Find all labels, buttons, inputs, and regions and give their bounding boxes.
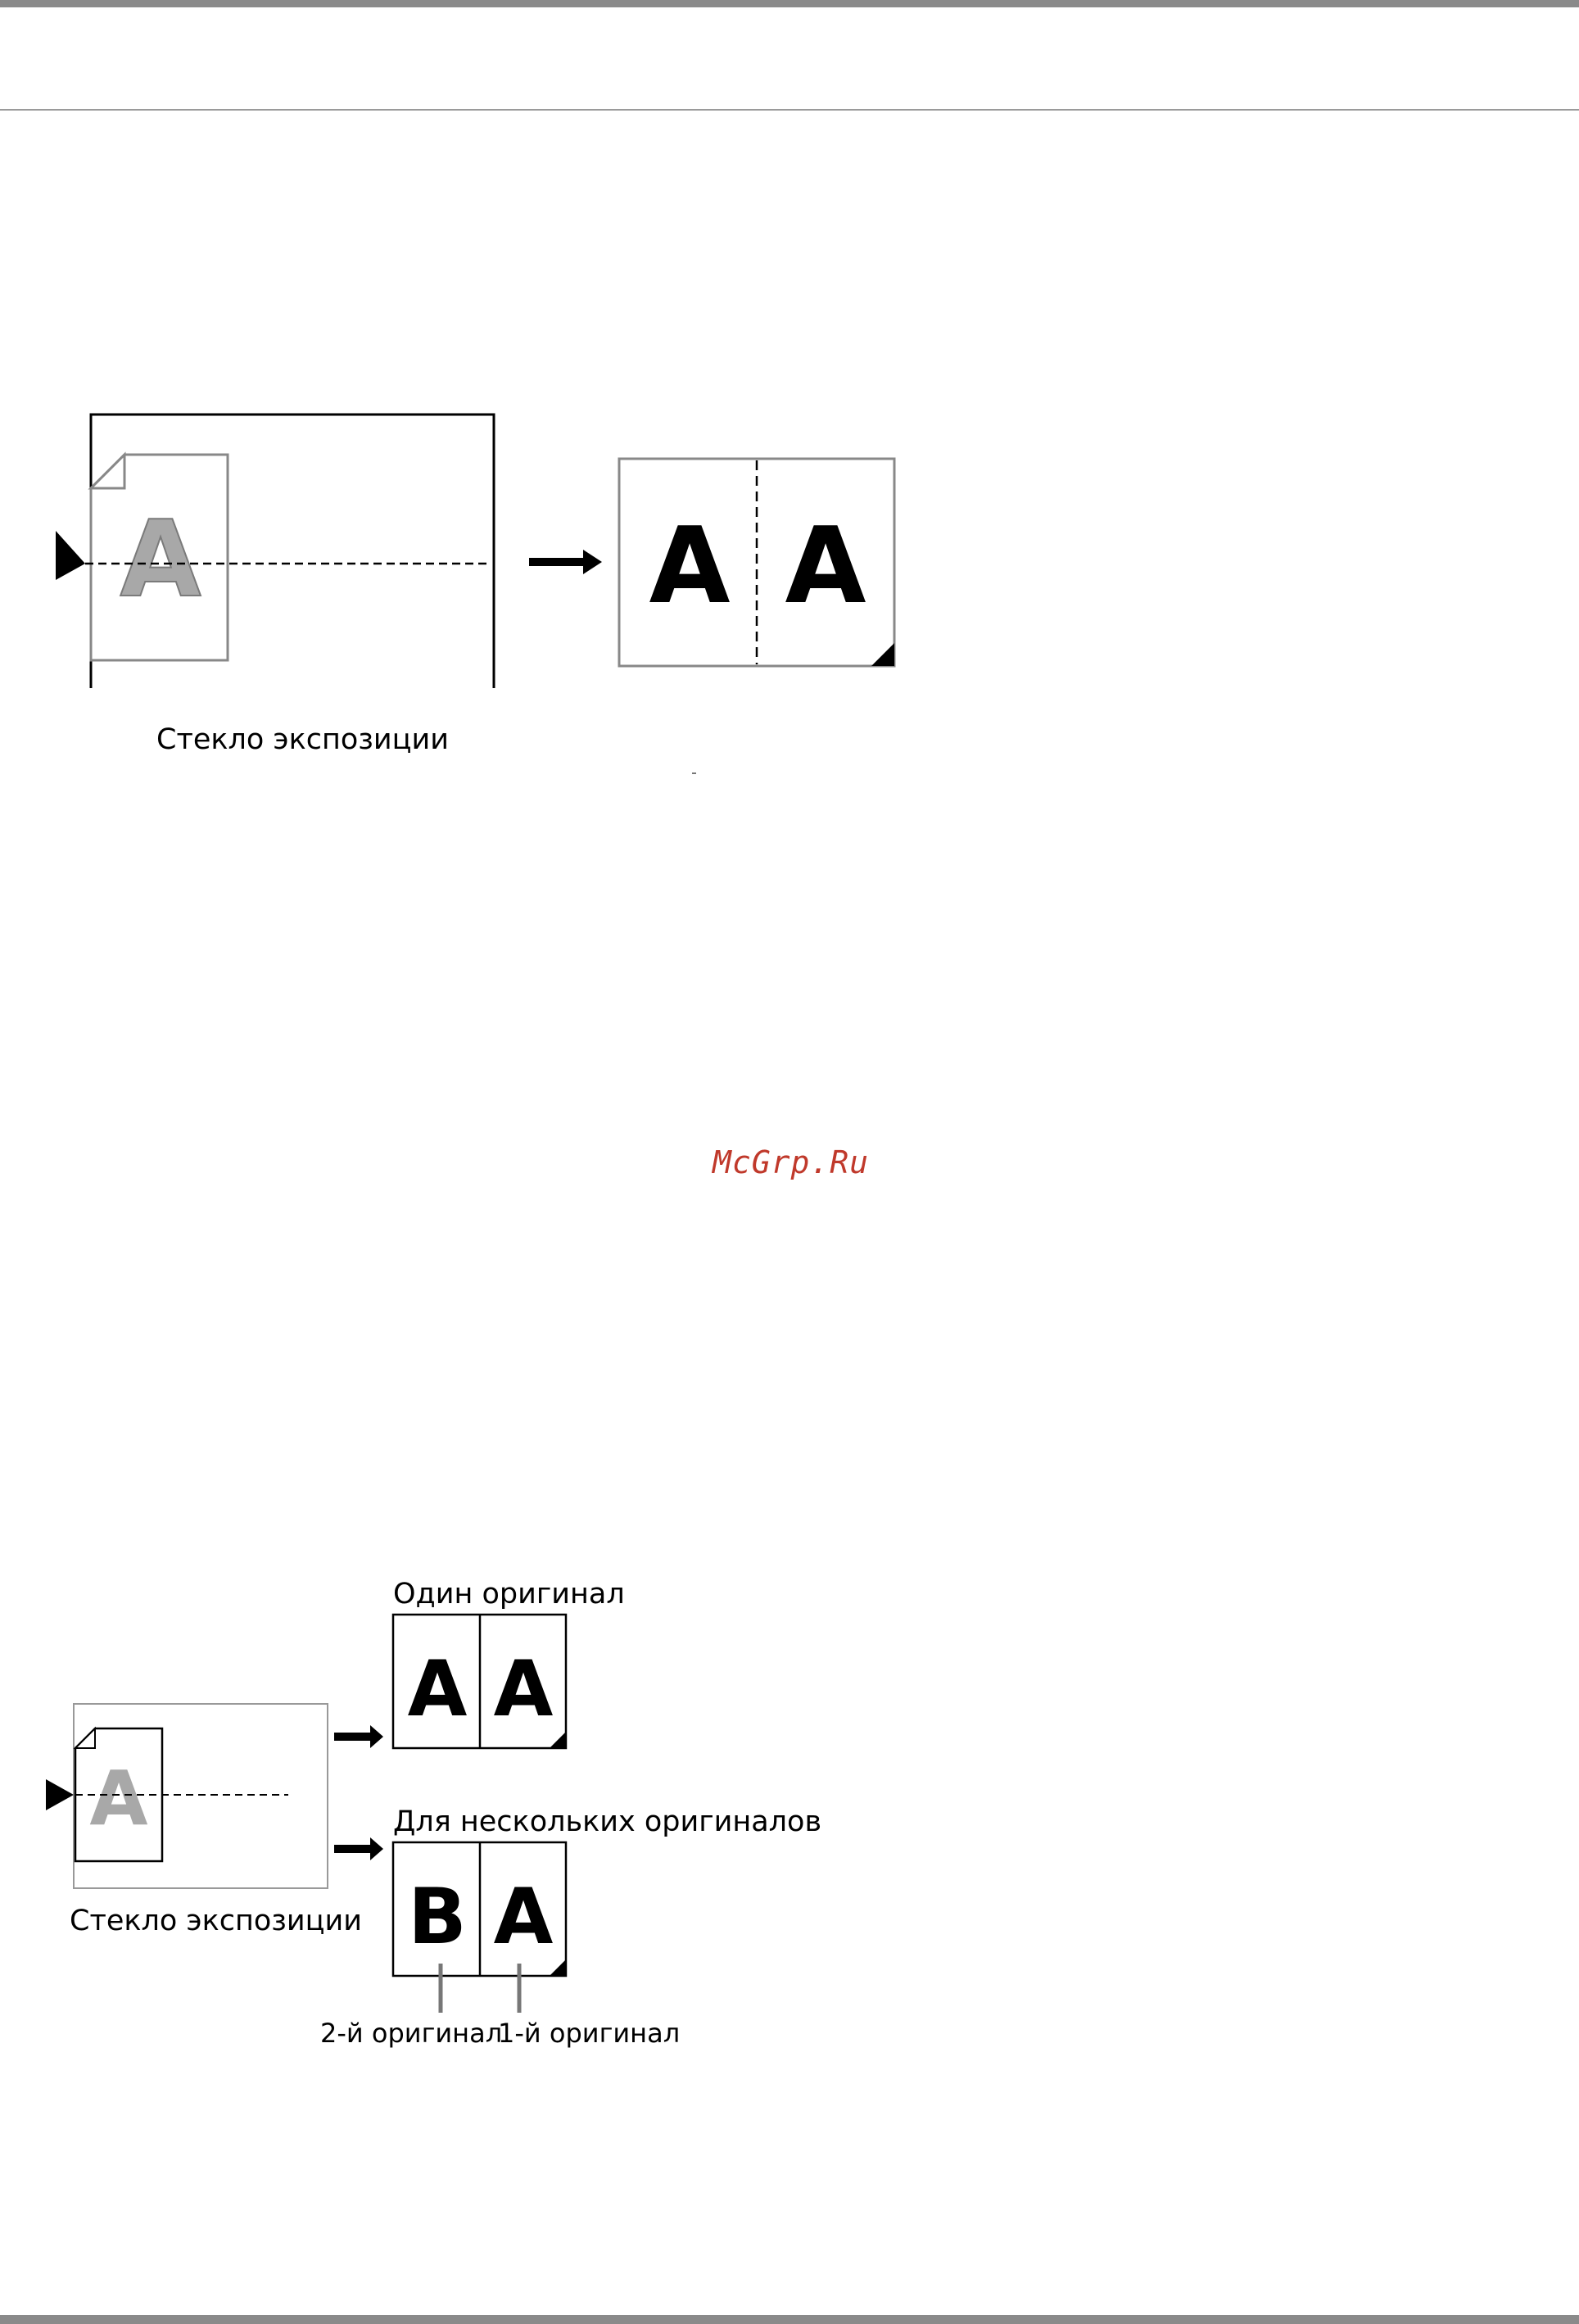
arrow-right-icon xyxy=(529,550,602,574)
original-letter: A xyxy=(120,499,201,621)
bottom-rule xyxy=(0,2315,1579,2324)
figure2-platen-label: Стекло экспозиции xyxy=(70,1905,362,1937)
top-rule xyxy=(0,0,1579,7)
original-letter: A xyxy=(89,1755,148,1842)
figure1-platen-label: Стекло экспозиции xyxy=(156,723,449,756)
arrow-multi-icon xyxy=(334,1837,383,1860)
single-original-label: Один оригинал xyxy=(393,1578,625,1610)
feed-direction-icon xyxy=(56,531,85,580)
output-letter-right: A xyxy=(785,505,866,627)
stray-mark xyxy=(692,772,696,774)
second-original-label: 2-й оригинал xyxy=(320,2018,503,2049)
output-letter-left: A xyxy=(649,505,731,627)
figure1-diagram xyxy=(0,393,942,688)
first-original-label: 1-й оригинал xyxy=(498,2018,681,2049)
single-letter-left: A xyxy=(407,1645,468,1734)
header-rule xyxy=(0,109,1579,111)
single-letter-right: A xyxy=(493,1645,554,1734)
arrow-single-icon xyxy=(334,1725,383,1748)
multiple-originals-label: Для нескольких оригиналов xyxy=(393,1805,822,1838)
multi-letter-right: A xyxy=(493,1873,554,1962)
feed-direction-icon xyxy=(46,1779,74,1810)
watermark-text: McGrp.Ru xyxy=(713,1144,870,1180)
figure2-diagram xyxy=(0,1606,655,2023)
multi-letter-left: B xyxy=(408,1873,467,1962)
